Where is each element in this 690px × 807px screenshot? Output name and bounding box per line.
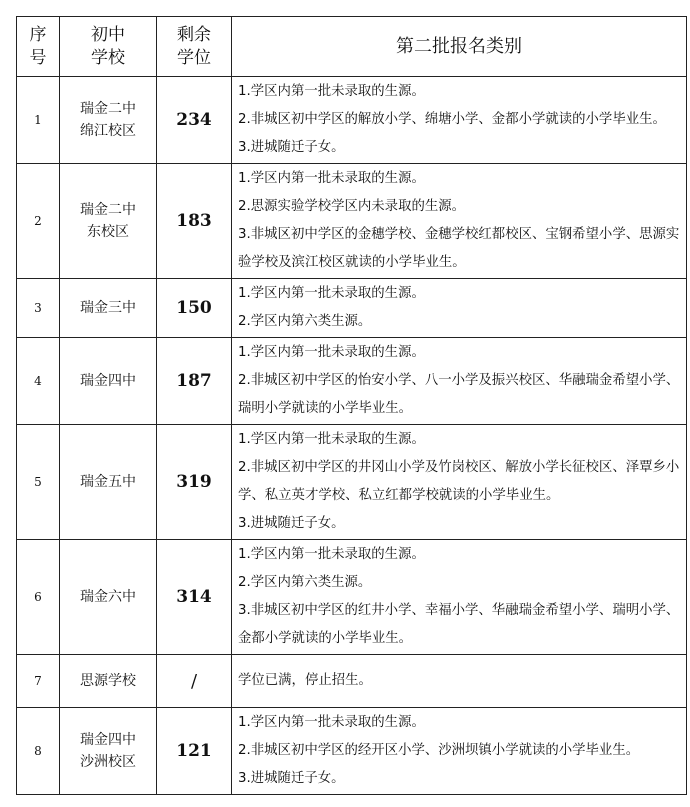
row-categories	[232, 338, 687, 425]
header-school	[60, 17, 157, 77]
row-index: 4	[17, 338, 60, 425]
school-name-line: 瑞金二中	[80, 202, 136, 218]
row-index: 3	[17, 279, 60, 338]
school-name-line: 绵江校区	[80, 123, 136, 139]
category-item: 1.学区内第一批未录取的生源。	[238, 171, 425, 186]
category-item: 3.非城区初中学区的红井小学、幸福小学、华融瑞金希望小学、瑞明小学、金都小学就读的小学毕业生。	[238, 603, 680, 646]
row-index: 7	[17, 655, 60, 708]
header-seats-line-2: 学位	[177, 47, 211, 68]
school-name-line: 瑞金三中	[80, 300, 136, 316]
category-item: 3.进城随迁子女。	[238, 771, 345, 786]
row-remaining-seats: 187	[157, 338, 232, 425]
category-item: 3.进城随迁子女。	[238, 516, 345, 531]
table-row	[17, 425, 687, 540]
category-item: 1.学区内第一批未录取的生源。	[238, 84, 425, 99]
row-categories	[232, 655, 687, 708]
school-name-line: 瑞金二中	[80, 101, 136, 117]
header-seats-line-1: 剩余	[177, 24, 211, 45]
school-name-line: 思源学校	[80, 673, 136, 689]
table-row	[17, 540, 687, 655]
school-name-line: 瑞金四中	[80, 373, 136, 389]
row-index: 6	[17, 540, 60, 655]
table-row	[17, 164, 687, 279]
category-item: 2.思源实验学校学区内未录取的生源。	[238, 199, 466, 214]
category-item: 2.学区内第六类生源。	[238, 575, 372, 590]
row-remaining-seats: 183	[157, 164, 232, 279]
header-category: 第二批报名类别	[232, 17, 687, 77]
header-index	[17, 17, 60, 77]
row-school	[60, 77, 157, 164]
table-row	[17, 77, 687, 164]
row-school	[60, 425, 157, 540]
category-item: 1.学区内第一批未录取的生源。	[238, 715, 425, 730]
category-item: 2.非城区初中学区的经开区小学、沙洲坝镇小学就读的小学毕业生。	[238, 743, 640, 758]
row-remaining-seats: 319	[157, 425, 232, 540]
row-index: 5	[17, 425, 60, 540]
category-item: 学位已满，停止招生。	[238, 673, 372, 688]
category-item: 2.非城区初中学区的怡安小学、八一小学及振兴校区、华融瑞金希望小学、瑞明小学就读的小学毕业生。	[238, 373, 680, 416]
category-item: 2.非城区初中学区的井冈山小学及竹岗校区、解放小学长征校区、泽覃乡小学、私立英才学校、私立红都学校就读的小学毕业生。	[238, 460, 680, 503]
row-remaining-seats: 121	[157, 708, 232, 795]
school-name-line: 东校区	[87, 224, 129, 240]
row-school	[60, 338, 157, 425]
school-name-line: 瑞金六中	[80, 589, 136, 605]
school-name-line: 瑞金四中	[80, 732, 136, 748]
category-item: 1.学区内第一批未录取的生源。	[238, 432, 425, 447]
category-item: 1.学区内第一批未录取的生源。	[238, 345, 425, 360]
category-item: 2.非城区初中学区的解放小学、绵塘小学、金都小学就读的小学毕业生。	[238, 112, 666, 127]
row-remaining-seats: /	[157, 655, 232, 708]
school-name-line: 瑞金五中	[80, 474, 136, 490]
row-school	[60, 540, 157, 655]
header-index-line-1: 序	[29, 24, 47, 45]
row-school	[60, 279, 157, 338]
header-index-line-2: 号	[29, 47, 47, 68]
row-school	[60, 708, 157, 795]
row-index: 8	[17, 708, 60, 795]
category-item: 1.学区内第一批未录取的生源。	[238, 286, 425, 301]
category-item: 1.学区内第一批未录取的生源。	[238, 547, 425, 562]
table-row	[17, 708, 687, 795]
school-name-line: 沙洲校区	[80, 754, 136, 770]
row-categories	[232, 77, 687, 164]
table-row	[17, 655, 687, 708]
row-school	[60, 164, 157, 279]
header-row	[17, 17, 687, 77]
row-categories	[232, 425, 687, 540]
row-categories	[232, 164, 687, 279]
row-index: 2	[17, 164, 60, 279]
row-remaining-seats: 314	[157, 540, 232, 655]
row-categories	[232, 540, 687, 655]
row-categories	[232, 708, 687, 795]
header-seats	[157, 17, 232, 77]
category-item: 2.学区内第六类生源。	[238, 314, 372, 329]
table-row	[17, 338, 687, 425]
row-index: 1	[17, 77, 60, 164]
enrollment-table	[16, 16, 687, 795]
row-remaining-seats: 150	[157, 279, 232, 338]
row-categories	[232, 279, 687, 338]
row-remaining-seats: 234	[157, 77, 232, 164]
table-row	[17, 279, 687, 338]
row-school	[60, 655, 157, 708]
category-item: 3.进城随迁子女。	[238, 140, 345, 155]
header-school-line-2: 学校	[91, 47, 125, 68]
header-school-line-1: 初中	[91, 24, 125, 45]
category-item: 3.非城区初中学区的金穗学校、金穗学校红都校区、宝钢希望小学、思源实验学校及滨江校区就读的小学毕业生。	[238, 227, 680, 270]
